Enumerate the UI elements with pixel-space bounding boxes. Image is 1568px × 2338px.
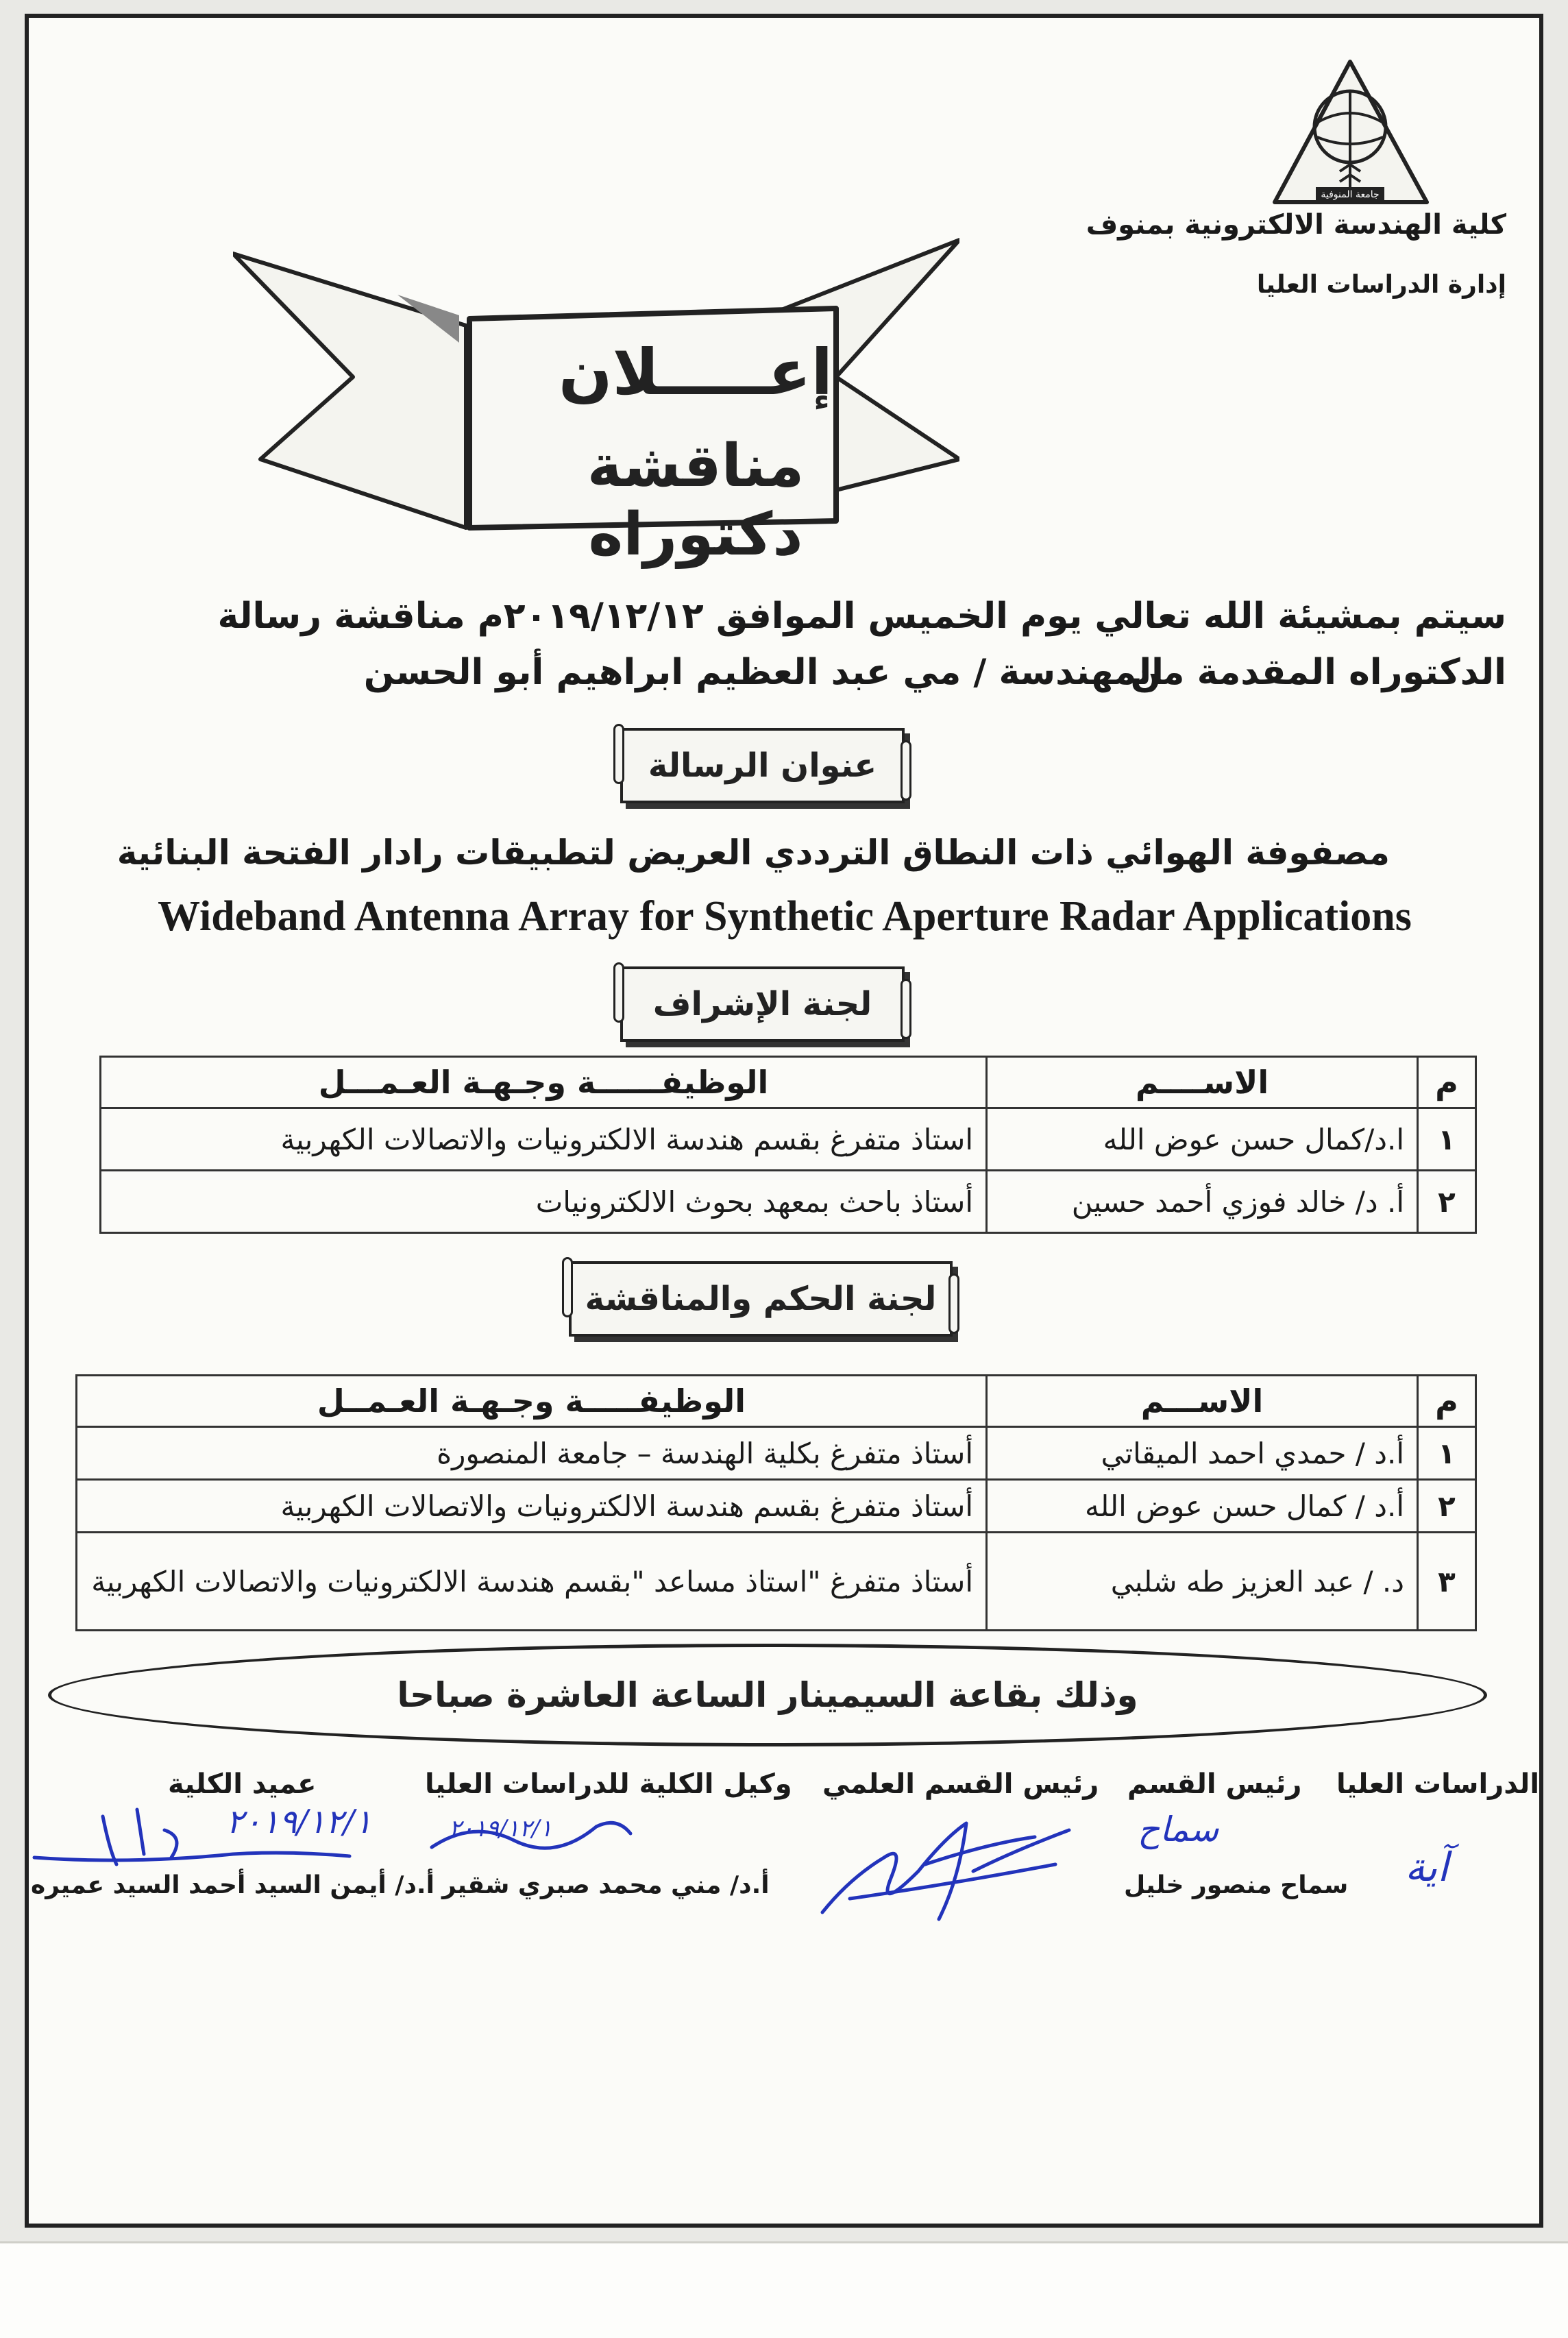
svg-text:جامعة المنوفية: جامعة المنوفية: [1321, 189, 1380, 200]
vice-dean-signature-icon: [418, 1806, 644, 1868]
table-row: [101, 1171, 1476, 1233]
column-header-num: م: [1418, 1376, 1476, 1427]
grad-studies-handwritten: آية: [1405, 1844, 1449, 1890]
thesis-title-tag: عنوان الرسالة: [620, 728, 905, 803]
supervision-table: [99, 1056, 1477, 1234]
table-row: [77, 1427, 1476, 1480]
member-position: استاذ متفرغ بقسم هندسة الالكترونيات والاتصالات الكهربية: [101, 1108, 987, 1171]
vice-dean-label: وكيل الكلية للدراسات العليا: [425, 1768, 792, 1800]
banner-subtitle: مناقشة دكتوراه: [587, 432, 805, 569]
scientific-head-label: رئيس القسم العلمي: [822, 1768, 1099, 1800]
column-header-job: الوظيفــــــة وجـهـة العـمـــل: [101, 1057, 987, 1108]
scientific-head-signature-icon: [809, 1796, 1083, 1940]
column-header-name: الاســـم: [987, 1376, 1418, 1427]
venue-notice: وذلك بقاعة السيمينار الساعة العاشرة صباحا: [48, 1644, 1487, 1746]
grad-studies-label: الدراسات العليا: [1336, 1768, 1540, 1800]
column-header-job: الوظيفـــــة وجـهـة العـمــل: [77, 1376, 987, 1427]
member-name: د. / عبد العزيز طه شلبي: [987, 1533, 1418, 1631]
thesis-title-arabic: مصفوفة الهوائي ذات النطاق الترددي العريض لتطبيقات رادار الفتحة البنائية: [117, 833, 1390, 873]
faculty-name: كلية الهندسة الالكترونية بمنوف: [1086, 209, 1506, 241]
examination-committee-tag: لجنة الحكم والمناقشة: [569, 1261, 953, 1337]
member-position: أستاذ متفرغ بكلية الهندسة – جامعة المنصورة: [77, 1427, 987, 1480]
table-row: [77, 1480, 1476, 1533]
thesis-title-english: Wideband Antenna Array for Synthetic Aperture Radar Applications: [158, 893, 1412, 940]
scan-bottom-margin: [0, 2241, 1568, 2338]
dept-head-handwritten: سماح: [1138, 1810, 1219, 1849]
member-name: أ.د / كمال حسن عوض الله: [987, 1480, 1418, 1533]
table-row: [101, 1108, 1476, 1171]
member-name: أ. د/ خالد فوزي أحمد حسين: [987, 1171, 1418, 1233]
department-name: إدارة الدراسات العليا: [1256, 271, 1506, 299]
announcement-line-1: سيتم بمشيئة الله تعالي يوم الخميس الموافق ٢٠١٩/١٢/١٢م مناقشة رسالة الدكتوراه المقدمة من: [217, 596, 1506, 693]
dept-head-label: رئيس القسم: [1127, 1768, 1302, 1800]
supervision-committee-tag: لجنة الإشراف: [620, 966, 905, 1042]
row-number: ٣: [1418, 1533, 1476, 1631]
university-seal-icon: [1247, 48, 1453, 212]
member-position: أستاذ متفرغ "استاذ مساعد "بقسم هندسة الالكترونيات والاتصالات الكهربية: [77, 1533, 987, 1631]
member-position: أستاذ باحث بمعهد بحوث الالكترونيات: [101, 1171, 987, 1233]
vice-dean-handwritten-date: ٢٠١٩/١٢/١: [449, 1815, 552, 1842]
column-header-num: م: [1418, 1057, 1476, 1108]
member-name: أ.د / حمدي احمد الميقاتي: [987, 1427, 1418, 1480]
row-number: ٢: [1418, 1480, 1476, 1533]
dean-label: عميد الكلية: [168, 1768, 317, 1800]
vice-dean-name: أ.د/ مني محمد صبري شقير: [442, 1871, 770, 1899]
row-number: ١: [1418, 1108, 1476, 1171]
dean-handwritten-date: ٢٠١٩/١٢/١: [226, 1803, 372, 1841]
row-number: ١: [1418, 1427, 1476, 1480]
dept-head-name: سماح منصور خليل: [1124, 1871, 1349, 1899]
dean-name: أ.د/ أيمن السيد أحمد السيد عميره: [31, 1871, 434, 1899]
table-row: [77, 1533, 1476, 1631]
table-header-row: [101, 1057, 1476, 1108]
banner-title: إعـــــلان: [559, 336, 833, 409]
announcement-line-2: المهندسة / مي عبد العظيم ابراهيم أبو الحسن: [363, 652, 1164, 693]
member-name: ا.د/كمال حسن عوض الله: [987, 1108, 1418, 1171]
table-header-row: [77, 1376, 1476, 1427]
row-number: ٢: [1418, 1171, 1476, 1233]
member-position: أستاذ متفرغ بقسم هندسة الالكترونيات والاتصالات الكهربية: [77, 1480, 987, 1533]
column-header-name: الاســــم: [987, 1057, 1418, 1108]
examination-committee-table: [75, 1374, 1477, 1631]
